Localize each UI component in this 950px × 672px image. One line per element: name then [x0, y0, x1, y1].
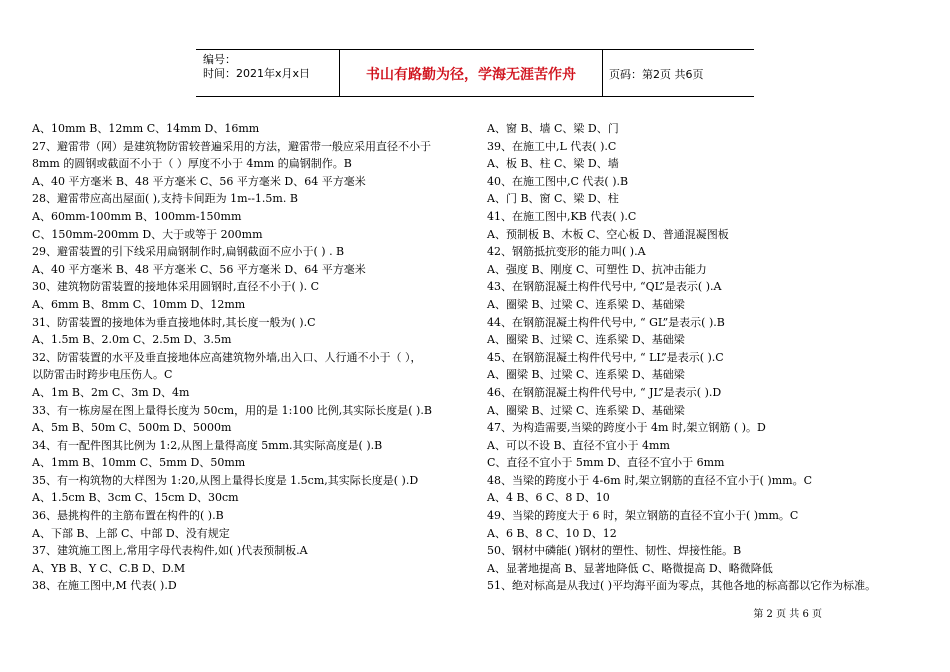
question-line: A、10mm B、12mm C、14mm D、16mm — [32, 122, 260, 135]
question-line: 41、在施工图中,KB 代表( ).C — [487, 209, 637, 223]
question-line: A、4 B、6 C、8 D、10 — [487, 491, 610, 505]
question-line: 42、钢筋抵抗变形的能力叫( ).A — [487, 245, 646, 259]
question-line: 45、在钢筋混凝土构件代号中, “ LL”是表示( ).C — [487, 350, 724, 364]
header-top-rule — [196, 49, 754, 50]
header-time-label: 时间：2021年x月x日 — [203, 67, 311, 80]
question-line: A、6 B、8 C、10 D、12 — [487, 526, 617, 540]
question-line: 29、避雷装置的引下线采用扁钢制作时,扁钢截面不应小于( ) . B — [32, 245, 345, 259]
question-line: A、下部 B、上部 C、中部 D、没有规定 — [32, 526, 230, 540]
question-line: C、直径不宜小于 5mm D、直径不宜小于 6mm — [487, 456, 725, 470]
question-line: 27、避雷带（网）是建筑物防雷较普遍采用的方法，避雷带一般应采用直径不小于 — [32, 139, 431, 153]
question-line: 31、防雷装置的接地体为垂直接地体时,其长度一般为( ).C — [32, 315, 316, 329]
question-line: 40、在施工图中,C 代表( ).B — [487, 174, 629, 188]
question-line: A、1.5cm B、3cm C、15cm D、30cm — [32, 491, 239, 505]
question-line: A、板 B、柱 C、梁 D、墙 — [487, 157, 619, 171]
question-line: 32、防雷装置的水平及垂直接地体应高建筑物外墙,出入口、人行通不小于（ ）， — [32, 350, 422, 364]
question-line: A、窗 B、墙 C、梁 D、门 — [487, 122, 619, 135]
question-line: A、门 B、窗 C、梁 D、柱 — [487, 192, 619, 206]
question-line: 36、悬挑构件的主筋布置在构件的( ).B — [32, 509, 224, 523]
question-line: 28、避雷带应高出屋面( ),支持卡间距为 1m--1.5m. B — [32, 192, 298, 206]
question-line: 35、有一构筑物的大样图为 1:20,从图上量得长度是 1.5cm,其实际长度是( ).D — [32, 473, 419, 487]
question-line: 51、绝对标高是从我过( )平均海平面为零点，其他各地的标高都以它作为标准。 — [487, 579, 877, 593]
question-line: 39、在施工中,L 代表( ).C — [487, 139, 617, 153]
header-number-label: 编号： — [203, 53, 236, 66]
question-line: A、YB B、Y C、C.B D、D.M — [32, 561, 186, 575]
question-line: A、强度 B、刚度 C、可塑性 D、抗冲击能力 — [487, 262, 707, 276]
question-line: A、预制板 B、木板 C、空心板 D、普通混凝图板 — [487, 227, 729, 241]
question-line: 44、在钢筋混凝土构件代号中, “ GL”是表示( ).B — [487, 315, 725, 329]
question-line: A、可以不设 B、直径不宜小于 4mm — [487, 438, 670, 452]
question-line: 46、在钢筋混凝土构件代号中, “ JL”是表示( ).D — [487, 385, 722, 399]
header-bottom-rule — [196, 96, 754, 97]
question-line: 43、在钢筋混凝土构件代号中, “QL”是表示( ).A — [487, 280, 722, 294]
question-line: A、圈梁 B、过梁 C、连系梁 D、基础梁 — [487, 333, 685, 347]
question-line: A、圈梁 B、过梁 C、连系梁 D、基础梁 — [487, 403, 685, 417]
question-line: 38、在施工图中,M 代表( ).D — [32, 579, 177, 593]
question-line: A、60mm-100mm B、100mm-150mm — [32, 209, 242, 223]
question-line: A、1mm B、10mm C、5mm D、50mm — [32, 456, 246, 470]
footer-page-number: 第 2 页 共 6 页 — [753, 609, 822, 620]
question-line: A、5m B、50m C、500m D、5000m — [32, 421, 232, 435]
question-line: A、1.5m B、2.0m C、2.5m D、3.5m — [32, 333, 232, 347]
question-line: 以防雷击时跨步电压伤人。C — [32, 368, 173, 382]
left-column — [32, 120, 472, 595]
question-line: C、150mm-200mm D、大于或等于 200mm — [32, 227, 263, 241]
question-line: 8mm 的圆钢或截面不小于（ ）厚度不小于 4mm 的扁钢制作。B — [32, 157, 352, 171]
header-divider-2 — [602, 50, 603, 97]
header-page-label: 页码：第2页 共6页 — [609, 68, 704, 81]
question-line: A、40 平方毫米 B、48 平方毫米 C、56 平方毫米 D、64 平方毫米 — [32, 174, 366, 188]
question-line: 47、为构造需要,当梁的跨度小于 4m 时,架立钢筋 ( )。D — [487, 421, 766, 435]
question-line: 33、有一栋房屋在图上量得长度为 50cm，用的是 1:100 比例,其实际长度是( ).B — [32, 403, 432, 417]
question-line: 48、当梁的跨度小于 4-6m 时,架立钢筋的直径不宜小于( )mm。C — [487, 473, 812, 487]
question-line: A、圈梁 B、过梁 C、连系梁 D、基础梁 — [487, 297, 685, 311]
question-line: A、6mm B、8mm C、10mm D、12mm — [32, 297, 246, 311]
question-line: A、1m B、2m C、3m D、4m — [32, 385, 190, 399]
question-line: A、40 平方毫米 B、48 平方毫米 C、56 平方毫米 D、64 平方毫米 — [32, 262, 366, 276]
question-line: 34、有一配件图其比例为 1:2,从图上量得高度 5mm.其实际高度是( ).B — [32, 438, 383, 452]
question-line: 50、钢材中磷能( )钢材的塑性、韧性、焊接性能。B — [487, 544, 742, 558]
header-motto: 书山有路勤为径，学海无涯苦作舟 — [366, 67, 576, 83]
question-line: 37、建筑施工图上,常用字母代表构件,如( )代表预制板.A — [32, 544, 308, 558]
right-column — [487, 120, 937, 595]
question-line: A、圈梁 B、过梁 C、连系梁 D、基础梁 — [487, 368, 685, 382]
question-line: 49、当梁的跨度大于 6 时，架立钢筋的直径不宜小于( )mm。C — [487, 509, 799, 523]
question-line: A、显著地提高 B、显著地降低 C、略微提高 D、略微降低 — [487, 561, 773, 575]
question-line: 30、建筑物防雷装置的接地体采用圆钢时,直径不小于( ). C — [32, 280, 319, 294]
